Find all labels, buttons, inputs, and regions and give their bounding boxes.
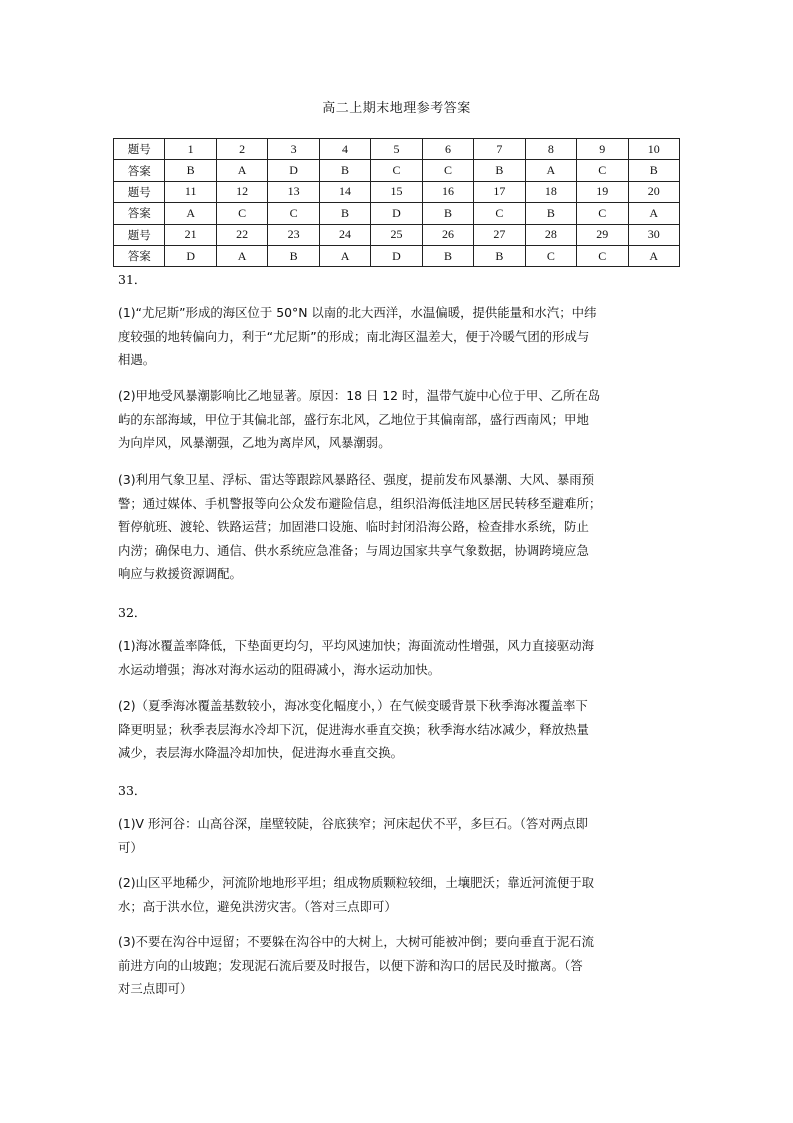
answer-line: (1)“尤尼斯”形成的海区位于 50°N 以南的北大西洋，水温偏暖，提供能量和水汽；中纬 (118, 305, 597, 320)
table-cell: 23 (268, 224, 319, 245)
row-label: 答案 (114, 203, 165, 224)
answer-line: 屿的东部海域，甲位于其偏北部，盛行东北风，乙地位于其偏南部，盛行西南风；甲地 (118, 411, 589, 427)
answer-line: 为向岸风，风暴潮强，乙地为离岸风，风暴潮弱。 (118, 435, 391, 450)
table-cell: B (628, 160, 679, 181)
table-cell: C (422, 160, 473, 181)
table-cell: B (525, 203, 576, 224)
table-cell: 15 (371, 181, 422, 202)
table-cell: B (319, 203, 370, 224)
table-cell: 3 (268, 139, 319, 160)
table-cell: D (268, 160, 319, 181)
table-cell: B (474, 245, 525, 266)
answer-line: (3)不要在沟谷中逗留；不要躲在沟谷中的大树上，大树可能被冲倒；要向垂直于泥石流 (118, 934, 595, 949)
table-cell: B (268, 245, 319, 266)
q32-answer-1 (118, 634, 678, 681)
table-cell: D (165, 245, 216, 266)
table-cell: 1 (165, 139, 216, 160)
table-cell: 26 (422, 224, 473, 245)
table-cell: 13 (268, 181, 319, 202)
answer-line: 水；高于洪水位，避免洪涝灾害。（答对三点即可） (118, 898, 397, 914)
table-cell: C (371, 160, 422, 181)
table-cell: C (216, 203, 267, 224)
table-cell: 7 (474, 139, 525, 160)
q33-answer-2 (118, 871, 678, 918)
table-cell: 4 (319, 139, 370, 160)
answer-line: (3)利用气象卫星、浮标、雷达等跟踪风暴路径、强度，提前发布风暴潮、大风、暴雨预 (118, 472, 595, 487)
table-row (114, 181, 680, 202)
table-row (114, 160, 680, 181)
table-cell: C (577, 160, 628, 181)
table-cell: A (319, 245, 370, 266)
table-cell: 25 (371, 224, 422, 245)
table-cell: D (371, 203, 422, 224)
table-cell: 5 (371, 139, 422, 160)
table-cell: 27 (474, 224, 525, 245)
row-label: 答案 (114, 160, 165, 181)
q33-answer-3 (118, 930, 678, 1001)
table-cell: C (577, 245, 628, 266)
table-cell: A (216, 245, 267, 266)
table-cell: 30 (628, 224, 679, 245)
table-row (114, 224, 680, 245)
row-label: 答案 (114, 245, 165, 266)
table-cell: A (628, 245, 679, 266)
question-31-number: 31． (118, 272, 147, 287)
table-cell: B (474, 160, 525, 181)
row-label: 题号 (114, 181, 165, 202)
table-cell: 8 (525, 139, 576, 160)
table-cell: 17 (474, 181, 525, 202)
answer-line: (1)海冰覆盖率降低，下垫面更均匀，平均风速加快；海面流动性增强，风力直接驱动海 (118, 638, 595, 653)
table-cell: 18 (525, 181, 576, 202)
table-cell: B (422, 203, 473, 224)
answer-line: 水运动增强；海冰对海水运动的阻碍减小，海水运动加快。 (118, 661, 441, 677)
table-cell: C (525, 245, 576, 266)
answer-line: (2)（夏季海冰覆盖基数较小，海冰变化幅度小，）在气候变暖背景下秋季海冰覆盖率下 (118, 698, 588, 713)
q31-answer-3 (118, 468, 678, 586)
q31-answer-1 (118, 301, 678, 372)
table-cell: 19 (577, 181, 628, 202)
table-cell: C (577, 203, 628, 224)
table-cell: 22 (216, 224, 267, 245)
table-cell: A (628, 203, 679, 224)
answer-line: 对三点即可） (118, 981, 193, 996)
row-label: 题号 (114, 139, 165, 160)
answer-line: 暂停航班、渡轮、铁路运营；加固港口设施、临时封闭沿海公路，检查排水系统，防止 (118, 519, 589, 534)
question-32-number: 32． (118, 605, 147, 620)
table-cell: 14 (319, 181, 370, 202)
answer-line: 响应与救援资源调配。 (118, 566, 242, 581)
answer-line: (1)V 形河谷：山高谷深，崖壁较陡，谷底狭窄；河床起伏不平，多巨石。（答对两点即 (118, 816, 588, 831)
table-cell: 21 (165, 224, 216, 245)
table-cell: 11 (165, 181, 216, 202)
table-cell: 10 (628, 139, 679, 160)
question-33-number: 33． (118, 783, 147, 798)
table-cell: 29 (577, 224, 628, 245)
answer-line: 减少，表层海水降温冷却加快，促进海水垂直交换。 (118, 745, 403, 760)
table-cell: C (268, 203, 319, 224)
answer-line: 相遇。 (118, 352, 156, 367)
table-cell: 6 (422, 139, 473, 160)
answer-line: (2)甲地受风暴潮影响比乙地显著。原因：18 日 12 时，温带气旋中心位于甲、乙所在岛 (118, 388, 601, 403)
table-cell: 28 (525, 224, 576, 245)
table-cell: 9 (577, 139, 628, 160)
answer-line: 度较强的地转偏向力，利于“尤尼斯”的形成；南北海区温差大，便于冷暖气团的形成与 (118, 328, 590, 344)
table-cell: D (371, 245, 422, 266)
table-cell: A (216, 160, 267, 181)
answer-line: 内涝；确保电力、通信、供水系统应急准备；与周边国家共享气象数据，协调跨境应急 (118, 542, 589, 558)
q31-answer-2 (118, 384, 678, 455)
page-title: 高二上期末地理参考答案 (322, 101, 471, 116)
table-cell: B (165, 160, 216, 181)
table-cell: 16 (422, 181, 473, 202)
answer-line: 警；通过媒体、手机警报等向公众发布避险信息，组织沿海低洼地区居民转移至避难所； (118, 495, 602, 511)
table-cell: 24 (319, 224, 370, 245)
q33-answer-1 (118, 812, 678, 859)
table-cell: 12 (216, 181, 267, 202)
table-cell: B (319, 160, 370, 181)
table-cell: B (422, 245, 473, 266)
answer-line: 前进方向的山坡跑；发现泥石流后要及时报告，以便下游和沟口的居民及时撤离。（答 (118, 957, 583, 973)
row-label: 题号 (114, 224, 165, 245)
table-cell: A (525, 160, 576, 181)
answer-line: 可） (118, 839, 143, 855)
table-cell: 2 (216, 139, 267, 160)
table-row (114, 203, 680, 224)
answer-line: 降更明显；秋季表层海水冷却下沉，促进海水垂直交换；秋季海水结冰减少，释放热量 (118, 721, 589, 737)
answer-table (113, 138, 680, 267)
table-cell: C (474, 203, 525, 224)
answer-line: (2)山区平地稀少，河流阶地地形平坦；组成物质颗粒较细，土壤肥沃；靠近河流便于取 (118, 875, 595, 890)
table-row (114, 139, 680, 160)
table-cell: A (165, 203, 216, 224)
q32-answer-2 (118, 694, 678, 765)
table-row (114, 245, 680, 266)
table-cell: 20 (628, 181, 679, 202)
